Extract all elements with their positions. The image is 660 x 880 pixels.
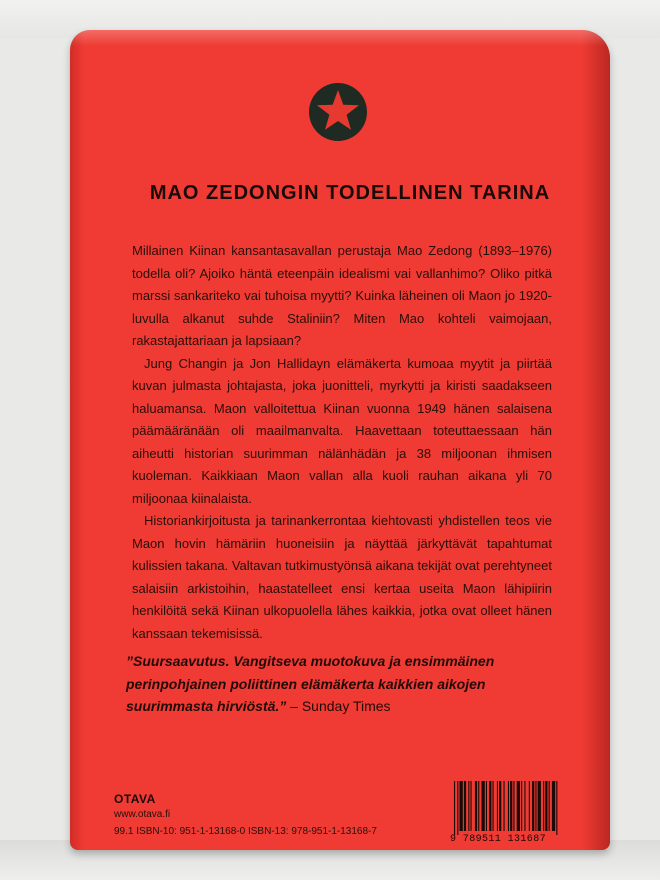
cover-top-highlight (70, 30, 610, 46)
book-title: MAO ZEDONGIN TODELLINEN TARINA (149, 182, 551, 204)
cover-edge-shadow (582, 30, 610, 850)
blurb-paragraph: Historiankirjoitusta ja tarinankerrontaa kiehtovasti yhdistellen teos vie Maon hovin hämäriin huoneisiin ja näyttää järkyttävät tapahtumat kulissien takana. Valtavan tutkimustyönsä aikana tekijät ovat perehtyneet salaisiin arkistoihin, haastatelleet ensi kertaa useita Maon lähipiirin henkilöitä sekä Kiinan ulkopuolella lähes kaikkia, jotka ovat olleet hänen kanssaan tekemisissä. (132, 513, 552, 641)
barcode-number: 9 789511 131687 (450, 834, 547, 845)
publisher-website: www.otava.fi (114, 809, 171, 820)
red-star-emblem-icon (308, 82, 368, 142)
spine-shadow (70, 30, 84, 850)
blurb-paragraph: Jung Changin ja Jon Hallidayn elämäkerta kumoaa myytit ja piirtää kuvan julmasta johtajasta, joka juonitteli, myrkytti ja kiristi saadakseen haluamansa. Maon valloitettua Kiinan vuonna 1949 hänen salaisena päämääränään oli maailmanvalta. Haavettaan toteuttaessaan hän aiheutti historian suurimman nälänhädän ja 38 miljoonan ihmisen kuoleman. Kaikkiaan Maon vallan alla kuoli rauhan aikana yli 70 miljoonaa kiinalaista. (132, 355, 552, 506)
blurb-text (132, 240, 552, 645)
barcode (446, 781, 596, 849)
barcode-bars-icon (446, 781, 596, 835)
book-back-cover (70, 30, 610, 850)
quote-text: ”Suursaavutus. Vangitseva muotokuva ja ensimmäinen perinpohjainen poliittinen elämäkerta kaikkien aikojen suurimmasta hirviöstä.” (126, 653, 495, 714)
review-quote (126, 650, 556, 718)
blurb-paragraph: Millainen Kiinan kansantasavallan perustaja Mao Zedong (1893–1976) todella oli? Ajoiko häntä eteenpäin idealismi vai vallanhimo? Oliko pitkä marssi sankariteko vai tuhoisa myytti? Kuinka läheinen oli Maon jo 1920-luvulla alkanut suhde Staliniin? Miten Mao kohteli vaimojaan, rakastajattariaan ja lapsiaan? (132, 243, 552, 348)
isbn-line: 99.1 ISBN-10: 951-1-13168-0 ISBN-13: 978-951-1-13168-7 (114, 826, 377, 837)
quote-source: – Sunday Times (286, 698, 391, 714)
publisher-name: OTAVA (114, 792, 156, 806)
